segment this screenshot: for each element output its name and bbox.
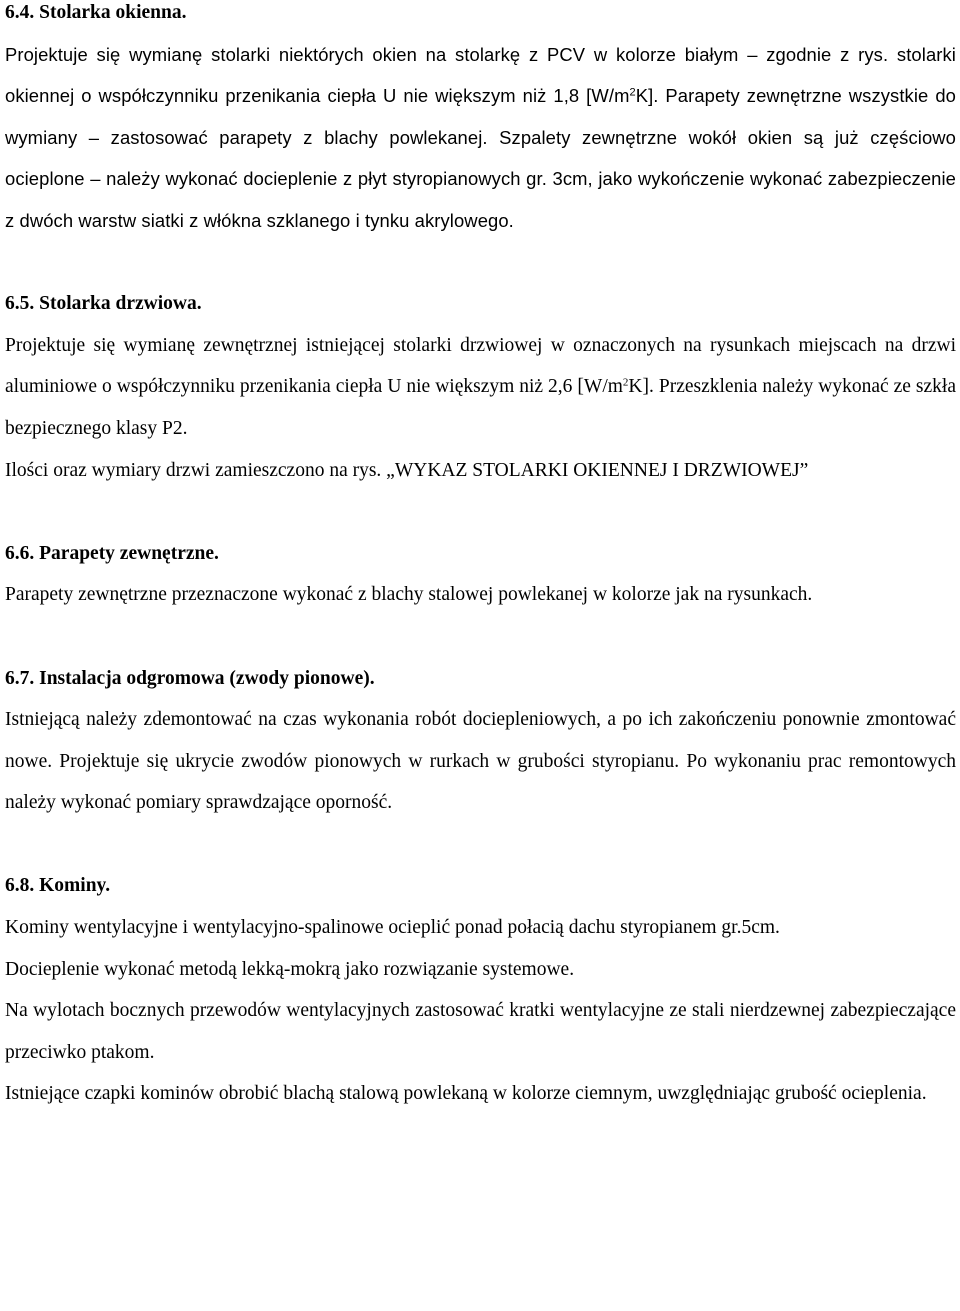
spacer (5, 616, 956, 658)
paragraph-text: Projektuje się wymianę zewnętrznej istniejącej stolarki drzwiowej w oznaczonych na rysunkach miejscach na drzwi aluminiowe o współczynniku przenikania ciepła U nie większym niż 2,6 [W/m (5, 334, 956, 398)
section-6-6 (5, 533, 956, 616)
section-paragraph: Na wylotach bocznych przewodów wentylacyjnych zastosować kratki wentylacyjne ze stali nierdzewnej zabezpieczające przeciwko ptakom. (5, 1000, 956, 1063)
section-paragraph: Kominy wentylacyjne i wentylacyjno-spalinowe ocieplić ponad połacią dachu styropianem gr.5cm. (5, 917, 780, 939)
section-paragraph (5, 325, 956, 450)
section-paragraph: Istniejące czapki kominów obrobić blachą stalową powlekaną w kolorze ciemnym, uwzględniając grubość ocieplenia. (5, 1083, 927, 1105)
section-heading: 6.7. Instalacja odgromowa (zwody pionowe). (5, 667, 375, 689)
section-heading: 6.8. Kominy. (5, 875, 111, 897)
section-paragraph: Docieplenie wykonać metodą lekką-mokrą jako rozwiązanie systemowe. (5, 958, 575, 980)
section-paragraph: Ilości oraz wymiary drzwi zamieszczono na rys. „WYKAZ STOLARKI OKIENNEJ I DRZWIOWEJ” (5, 459, 809, 481)
spacer (5, 491, 956, 533)
superscript: 2 (622, 376, 629, 389)
section-paragraph: Parapety zewnętrzne przeznaczone wykonać z blachy stalowej powlekanej w kolorze jak na rysunkach. (5, 584, 813, 606)
paragraph-text: K]. Przeszklenia należy wykonać ze szkła bezpiecznego klasy P2. (5, 376, 956, 439)
paragraph-text: Projektuje się wymianę stolarki niektórych okien na stolarkę z PCV w kolorze białym – zgodnie z rys. stolarki okiennej o współczynniku przenikania ciepła U nie większym niż 1,8 [W/m (5, 43, 956, 107)
section-6-5 (5, 283, 956, 491)
paragraph-text: K]. Parapety zewnętrzne wszystkie do wymiany – zastosować parapety z blachy powlekanej. Szpalety zewnętrzne wokół okien są już częściowo ocieplone – należy wykonać docieplenie z płyt styropianowych gr. 3cm, jako wykończenie wykonać zabezpieczenie z dwóch warstw siatki z włókna szklanego i tynku akrylowego. (5, 85, 956, 231)
section-6-8 (5, 865, 956, 1115)
section-heading: 6.6. Parapety zewnętrzne. (5, 542, 219, 564)
spacer (5, 824, 956, 866)
section-paragraph: Istniejącą należy zdemontować na czas wykonania robót dociepleniowych, a po ich zakończeniu ponownie zmontować nowe. Projektuje się ukrycie zwodów pionowych w rurkach w grubości styropianu. Po wykonaniu prac remontowych należy wykonać pomiary sprawdzające oporność. (5, 709, 956, 814)
section-heading: 6.4. Stolarka okienna. (5, 2, 187, 23)
section-paragraph (5, 34, 956, 242)
section-6-4 (5, 0, 956, 242)
spacer (5, 242, 956, 284)
section-6-7 (5, 658, 956, 824)
section-heading: 6.5. Stolarka drzwiowa. (5, 293, 202, 315)
superscript: 2 (629, 86, 636, 99)
